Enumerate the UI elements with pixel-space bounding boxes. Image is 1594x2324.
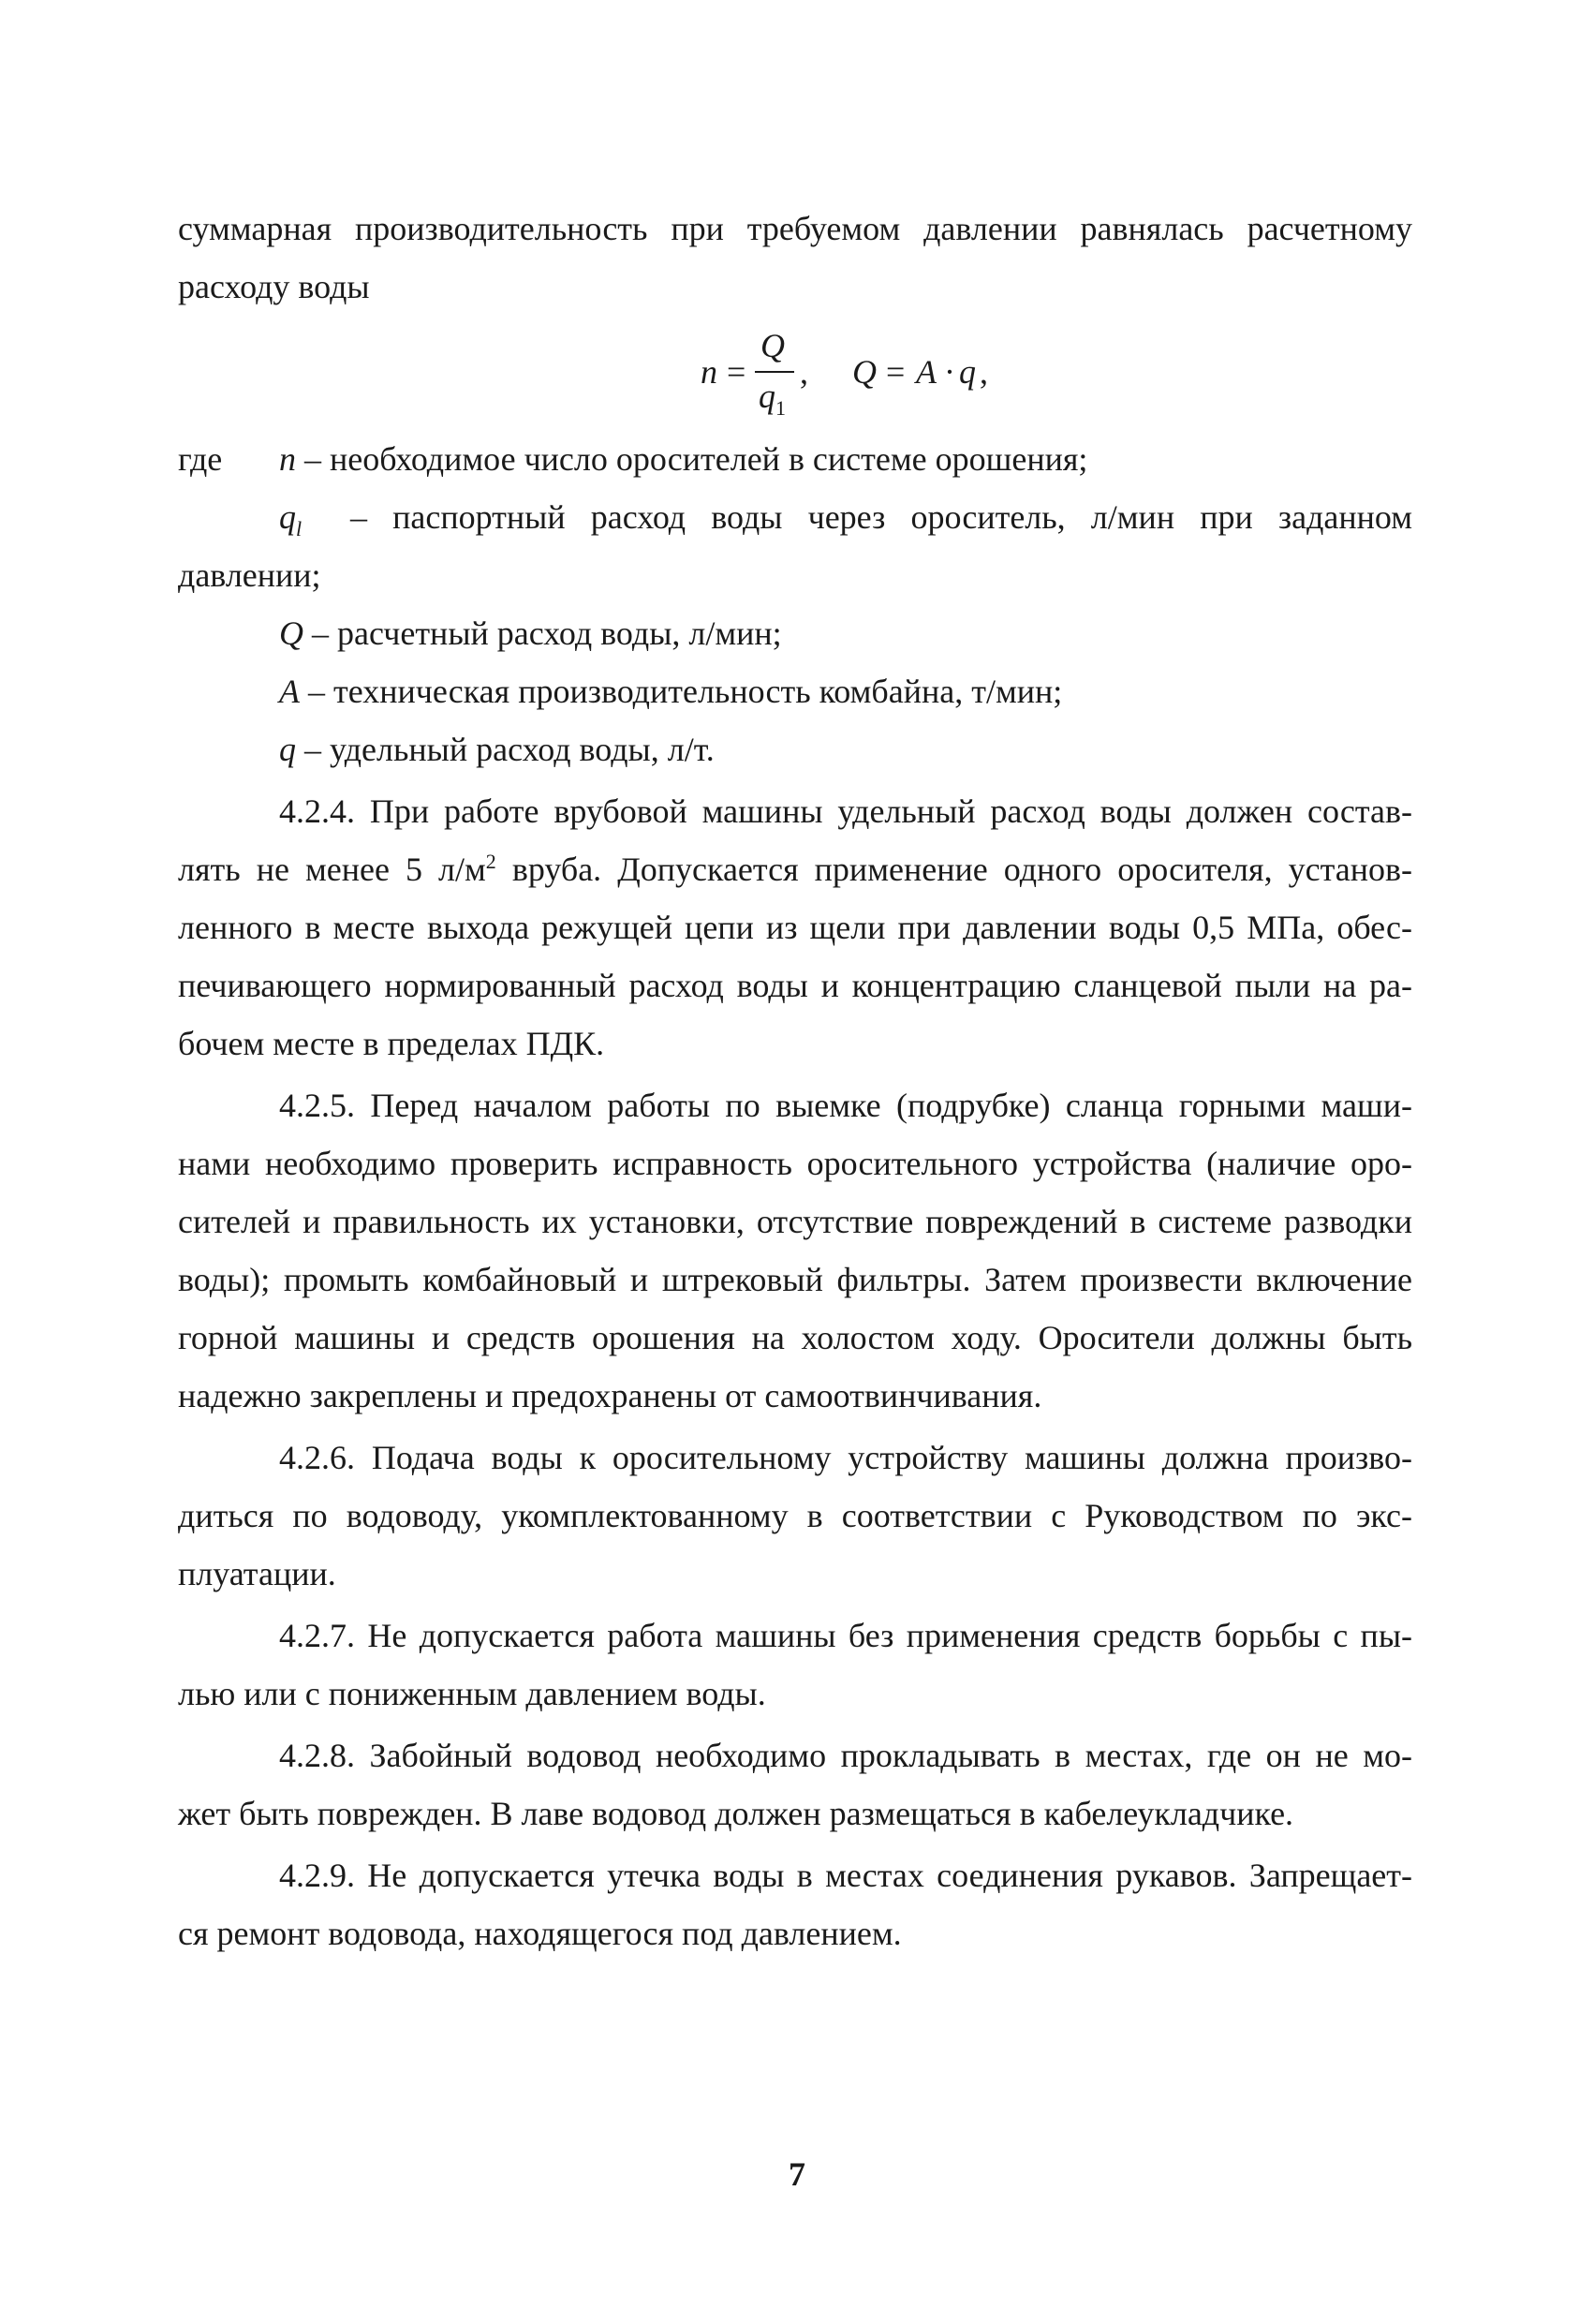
p428-line-1: 4.2.8. Забойный водовод необходимо прокладывать в местах, где он не мо- [279,1737,1412,1774]
formula-n: n [701,353,717,391]
p428-line-2: жет быть поврежден. В лаве водовод должен размещаться в кабелеукладчике. [178,1795,1294,1832]
formula-q: q [959,353,976,391]
p426-line-1: 4.2.6. Подача воды к оросительному устройству машины должна произво- [279,1439,1412,1476]
formula-denominator: $q_1$ [759,377,786,421]
def-q1-symbol: $q_l$ [279,498,303,541]
p429-line-1: 4.2.9. Не допускается утечка воды в местах соединения рукавов. Запрещает- [279,1857,1412,1894]
def-A: A – техническая производительность комбайна, т/мин; [279,673,1063,710]
p424-line-3: ленного в месте выхода режущей цепи из щели при давлении воды 0,5 МПа, обес- [178,909,1412,946]
p426-line-3: плуатации. [178,1555,336,1592]
formula-numerator: Q [760,327,785,364]
formula-eq1: = [727,353,746,391]
p427-line-1: 4.2.7. Не допускается работа машины без применения средств борьбы с пы- [279,1617,1412,1654]
def-q: q – удельный расход воды, л/т. [279,731,715,768]
p425-line-1: 4.2.5. Перед началом работы по выемке (подрубке) сланца горными маши- [279,1087,1412,1124]
p425-line-2: нами необходимо проверить исправность оросительного устройства (наличие оро- [178,1145,1412,1182]
p425-line-4: воды); промыть комбайновый и штрековый фильтры. Затем произвести включение [178,1261,1412,1298]
where-label: где [178,440,223,478]
p425-line-5: горной машины и средств орошения на холостом ходу. Оросители должны быть [178,1319,1412,1356]
page-number: 7 [789,2155,805,2193]
intro-line-2: расходу воды [178,268,370,305]
p424-line-2: лять не менее 5 $л/м^2$ вруба. Допускается применение одного оросителя, установ- [178,850,1412,888]
p424-line-5: бочем месте в пределах ПДК. [178,1025,605,1062]
formula-eq2: = [886,353,906,391]
p425-line-3: сителей и правильность их установки, отсутствие повреждений в системе разводки [178,1203,1412,1240]
p427-line-2: лью или с пониженным давлением воды. [178,1675,766,1712]
formula-dot: · [944,353,955,391]
formula-Q: Q [852,353,877,391]
formula-comma-1: , [800,353,808,391]
p426-line-2: диться по водоводу, укомплектованному в соответствии с Руководством по экс- [178,1497,1412,1534]
intro-line-1: суммарная производительность при требуемом давлении равнялась расчетному [178,210,1412,247]
p425-line-6: надежно закреплены и предохранены от самоотвинчивания. [178,1377,1042,1414]
def-Q: Q – расчетный расход воды, л/мин; [279,614,782,652]
p424-line-1: 4.2.4. При работе врубовой машины удельный расход воды должен состав- [279,792,1412,830]
fraction-bar [755,371,794,373]
def-n: n – необходимое число оросителей в системе орошения; [279,440,1088,478]
formula-comma-2: , [980,353,988,391]
p429-line-2: ся ремонт водовода, находящегося под давлением. [178,1915,902,1952]
formula-A: A [916,353,937,391]
def-q1-cont: давлении; [178,556,321,594]
def-q1-text: – паспортный расход воды через ороситель, л/мин при заданном [350,498,1412,536]
p424-line-4: печивающего нормированный расход воды и концентрацию сланцевой пыли на ра- [178,967,1412,1004]
